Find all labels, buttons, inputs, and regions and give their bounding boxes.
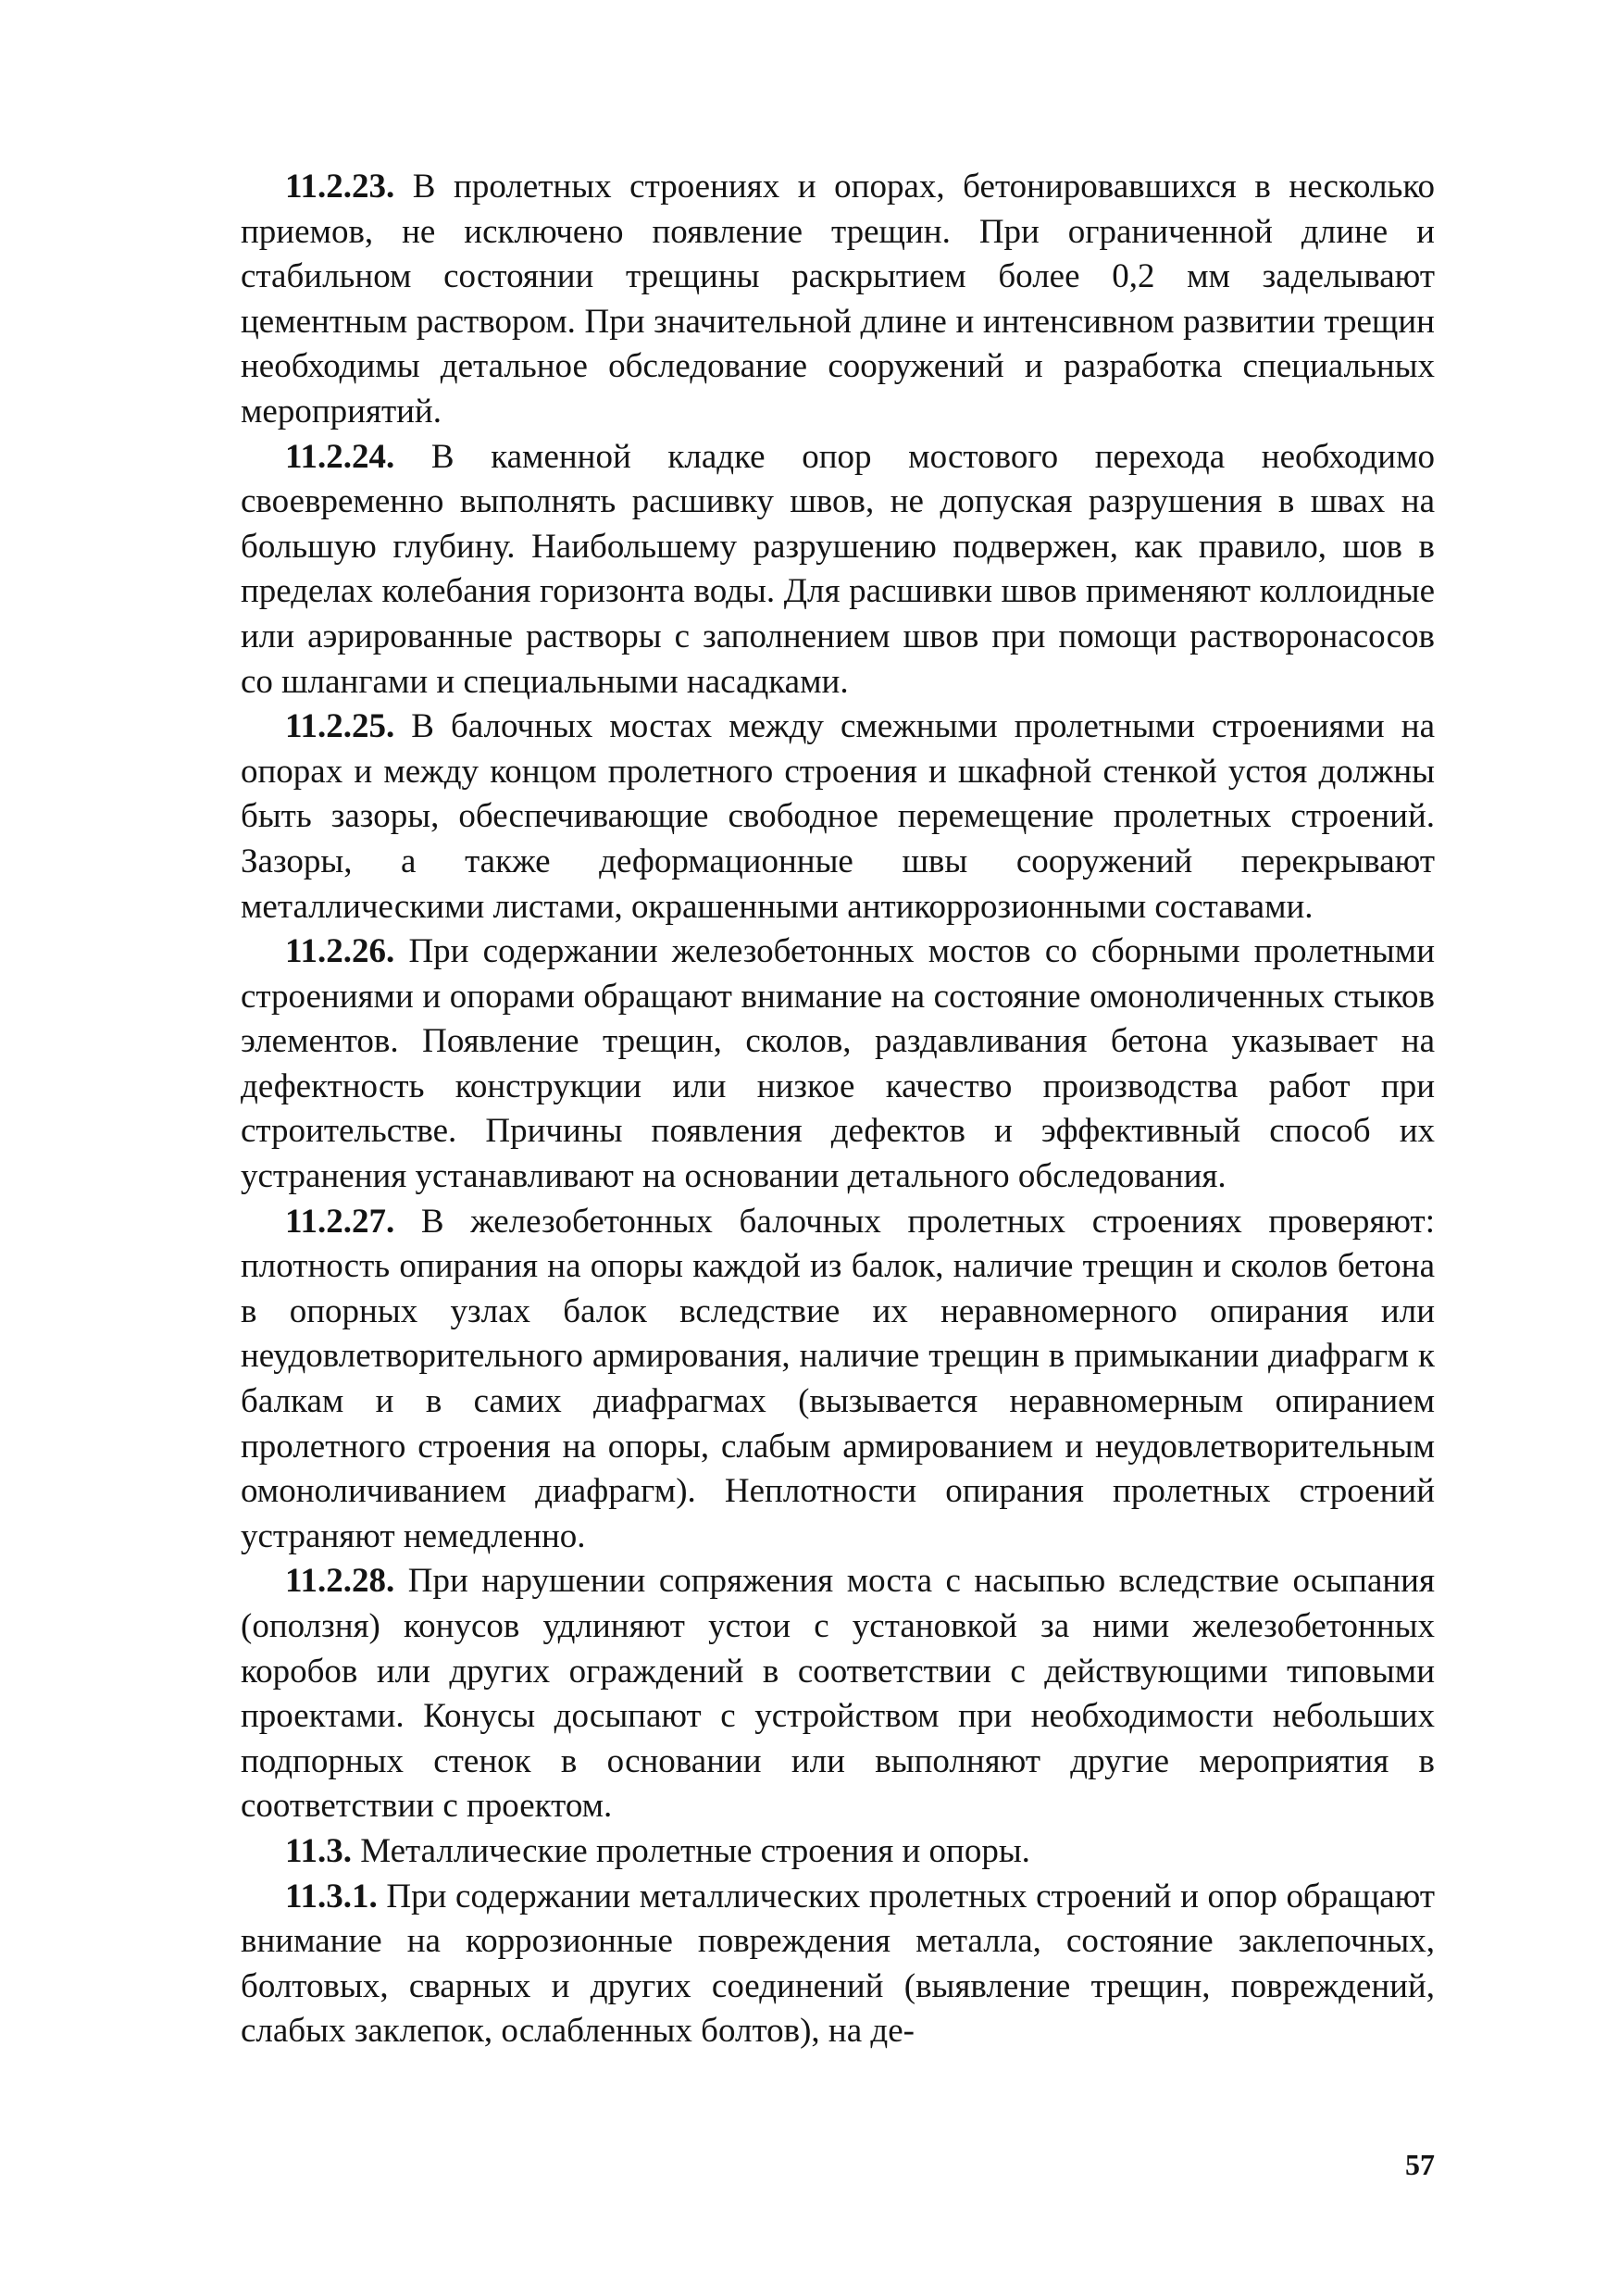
- section-heading-11-3: [241, 1829, 1435, 1875]
- paragraph-11-2-23: [241, 165, 1435, 435]
- paragraph-11-2-24: [241, 435, 1435, 705]
- clause-number: 11.3.: [285, 1831, 352, 1870]
- paragraph-11-2-25: [241, 705, 1435, 930]
- paragraph-text: В каменной кладке опор мостового перехода необходимо своевременно выполнять расшивку швов, не допуская разрушения в швах на большую глубину. Наибольшему разрушению подвержен, как правило, шов в пределах колебания горизонта воды. Для расшивки швов применяют коллоидные или аэрированные растворы с заполнением швов при помощи растворонасосов со шлангами и специальными насадками.: [241, 437, 1435, 701]
- clause-number: 11.2.27.: [285, 1202, 395, 1241]
- paragraph-text: При нарушении сопряжения моста с насыпью вследствие осыпания (оползня) конусов удлиняют устои с установкой за ними железобетонных коробов или других ограждений в соответствии с действующими типовыми проектами. Конусы досыпают с устройством при необходимости небольших подпорных стенок в основании или выполняют другие мероприятия в соответствии с проектом.: [241, 1562, 1435, 1826]
- paragraph-11-3-1: [241, 1875, 1435, 2054]
- document-body: [241, 165, 1435, 2054]
- paragraph-text: В балочных мостах между смежными пролетными строениями на опорах и между концом пролетного строения и шкафной стенкой устоя должны быть зазоры, обеспечивающие свободное перемещение пролетных строений. Зазоры, а также деформационные швы сооружений перекрывают металлическими листами, окрашенными антикоррозионными составами.: [241, 707, 1435, 926]
- clause-number: 11.3.1.: [285, 1877, 378, 1915]
- section-title: Металлические пролетные строения и опоры.: [360, 1831, 1030, 1870]
- paragraph-11-2-26: [241, 930, 1435, 1200]
- paragraph-text: В пролетных строениях и опорах, бетонировавшихся в несколько приемов, не исключено появление трещин. При ограниченной длине и стабильном состоянии трещины раскрытием более 0,2 мм заделывают цементным раствором. При значительной длине и интенсивном развитии трещин необходимы детальное обследование сооружений и разработка специальных мероприятий.: [241, 168, 1436, 430]
- clause-number: 11.2.26.: [285, 932, 395, 971]
- paragraph-text: При содержании железобетонных мостов со сборными пролетными строениями и опорами обращают внимание на состояние омоноличенных стыков элементов. Появление трещин, сколов, раздавливания бетона указывает на дефектность конструкции или низкое качество производства работ при строительстве. Причины появления дефектов и эффективный способ их устранения устанавливают на основании детального обследования.: [241, 932, 1435, 1196]
- clause-number: 11.2.23.: [285, 168, 395, 206]
- paragraph-text: В железобетонных балочных пролетных строениях проверяют: плотность опирания на опоры каждой из балок, наличие трещин и сколов бетона в опорных узлах балок вследствие их неравномерного опирания или неудовлетворительного армирования, наличие трещин в примыкании диафрагм к балкам и в самих диафрагмах (вызывается неравномерным опиранием пролетного строения на опоры, слабым армированием и неудовлетворительным омоноличиванием диафрагм). Неплотности опирания пролетных строений устраняют немедленно.: [241, 1202, 1435, 1555]
- clause-number: 11.2.24.: [285, 437, 395, 476]
- page-number: 57: [1405, 2148, 1435, 2181]
- clause-number: 11.2.28.: [285, 1562, 395, 1601]
- clause-number: 11.2.25.: [285, 707, 395, 746]
- paragraph-11-2-27: [241, 1200, 1435, 1560]
- paragraph-11-2-28: [241, 1559, 1435, 1829]
- paragraph-text: При содержании металлических пролетных строений и опор обращают внимание на коррозионные повреждения металла, состояние заклепочных, болтовых, сварных и других соединений (выявление трещин, повреждений, слабых заклепок, ослабленных болтов), на де-: [241, 1877, 1435, 2051]
